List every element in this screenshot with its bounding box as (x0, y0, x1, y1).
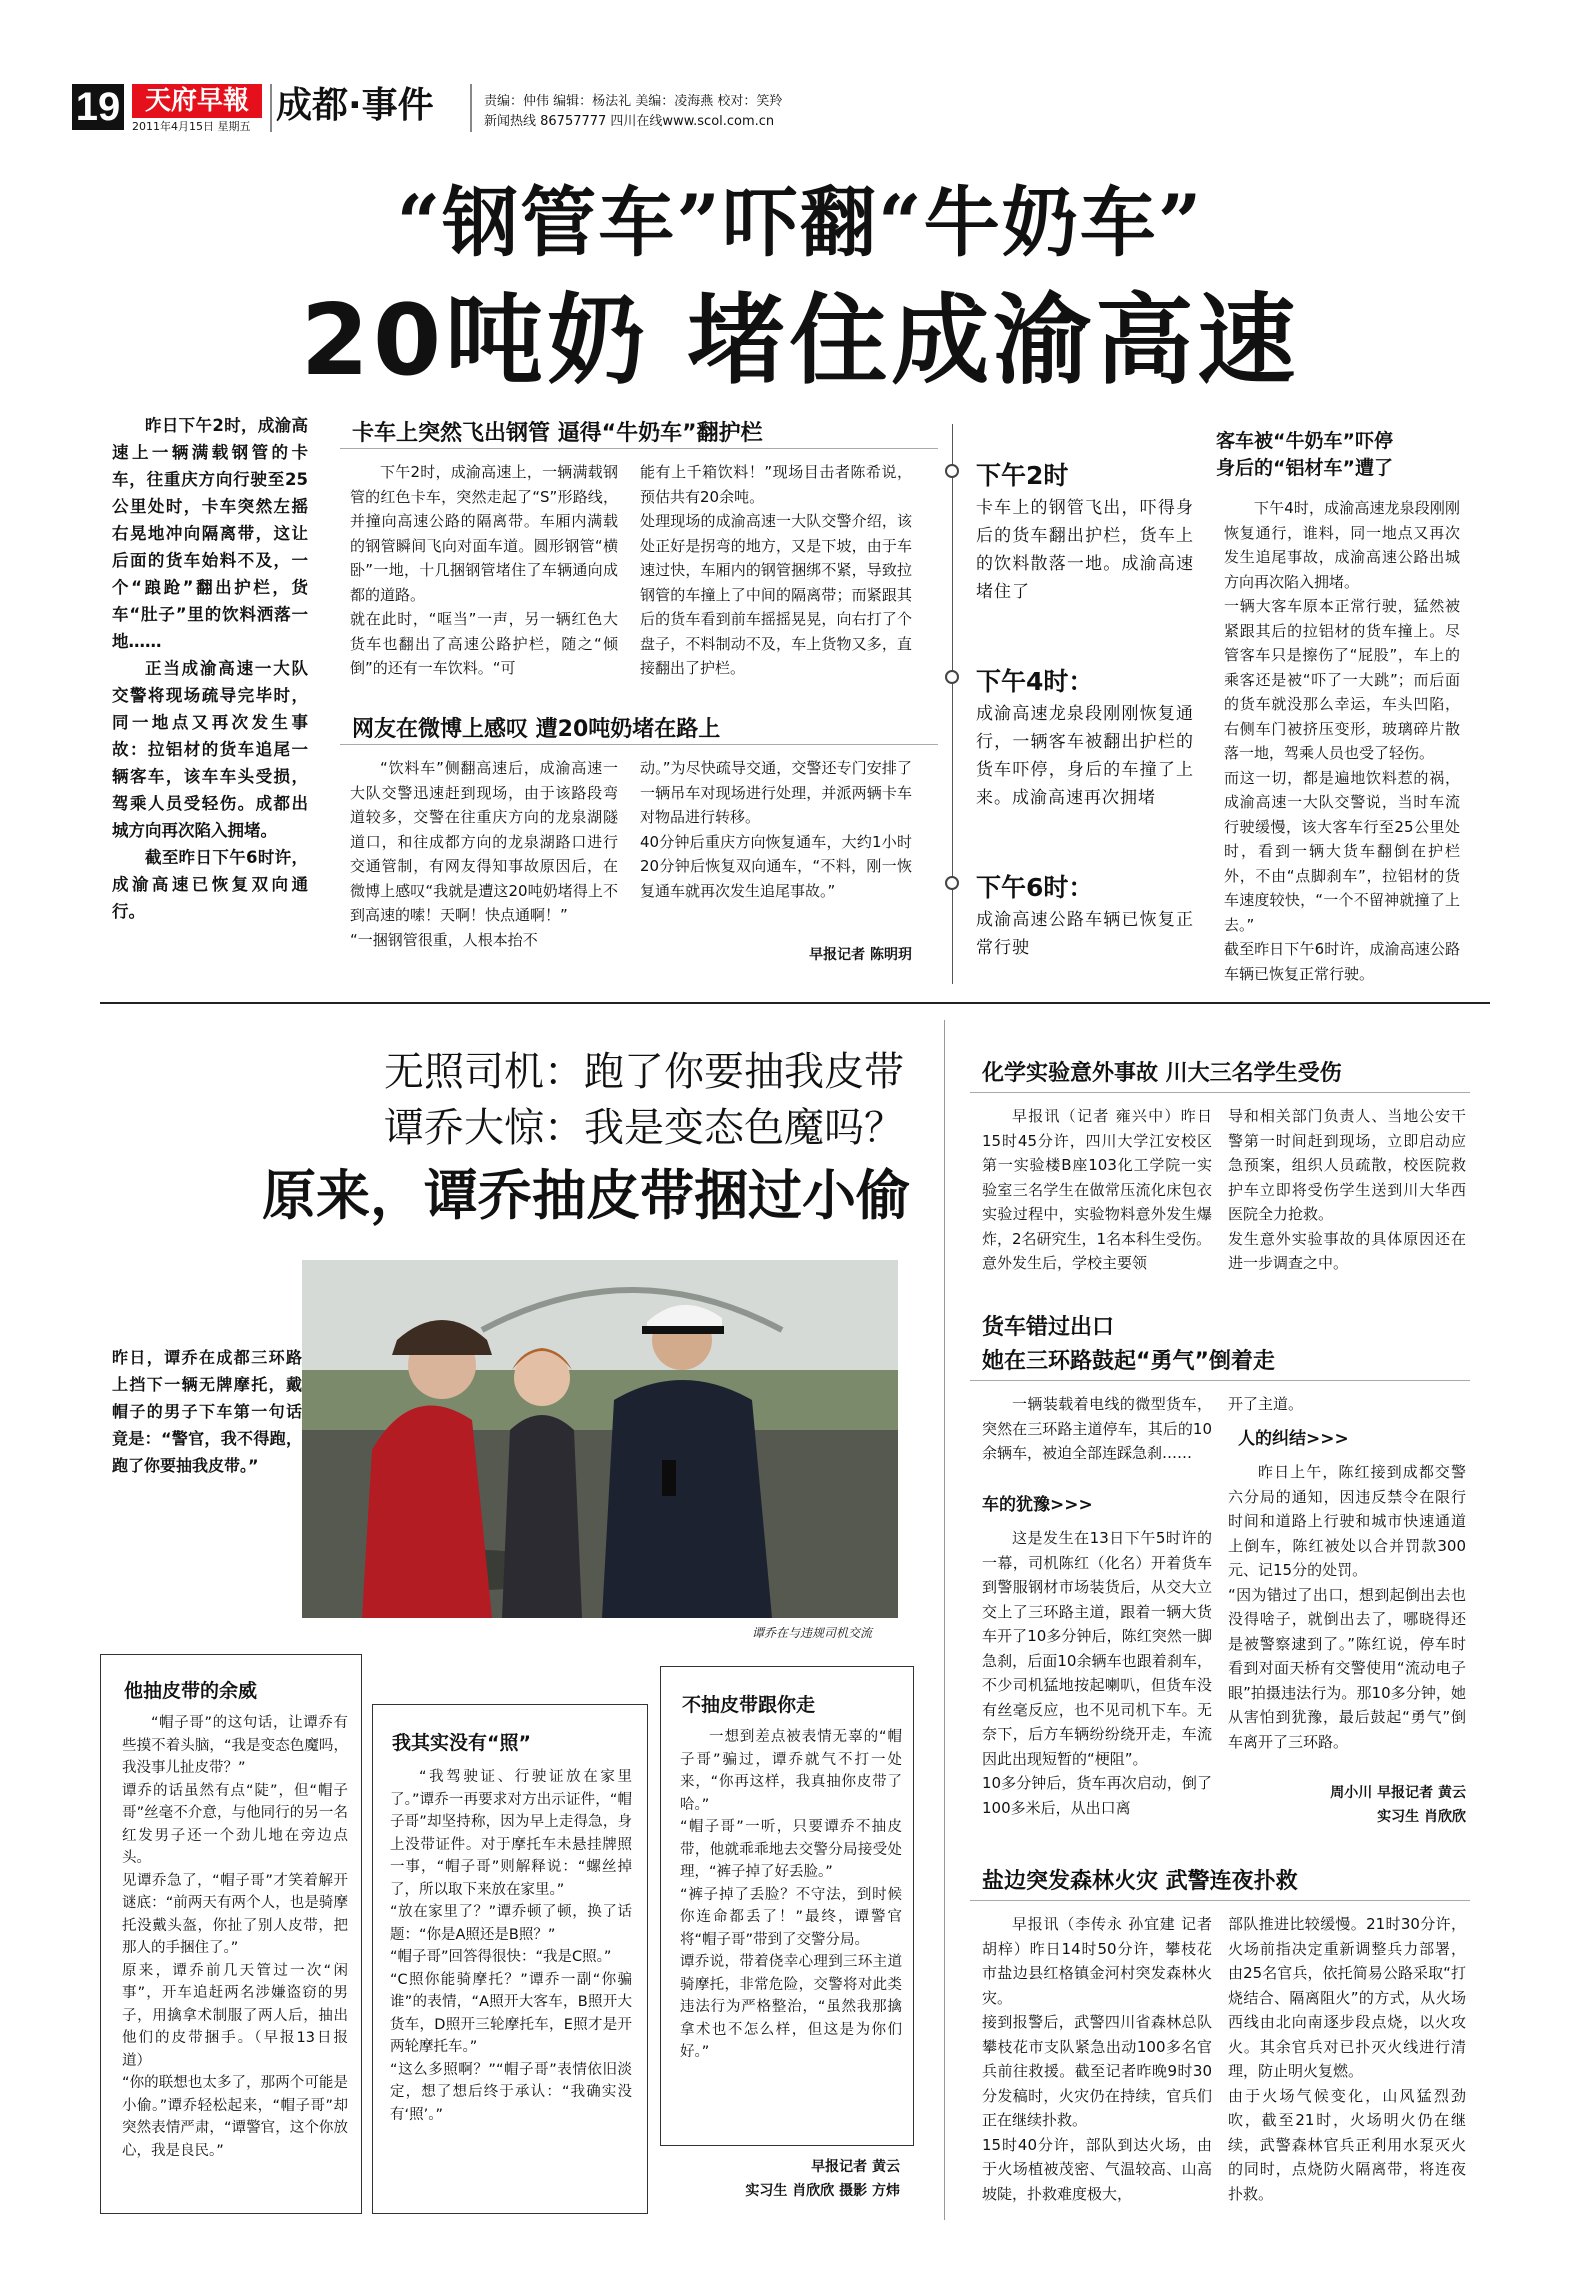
story5-headline: 盐边突发森林火灾 武警连夜扑救 (982, 1869, 1298, 1894)
box-text: 一想到差点被表情无辜的“帽子哥”骗过，谭乔就气不打一处来，“你再这样，我真抽你皮带了哈。” “帽子哥”一听，只要谭乔不抽皮带，他就乖乖地去交警分局接受处理，“裤子掉了好丢脸。” “裤子掉了丢脸？不守法，到时候你连命都丢了！”最终，谭警官将“帽子哥”带到了交警分局。 谭乔说，带着侥幸心理到三环主道骑摩托，非常危险，交警将对此类违法行为严格整治，“虽然我那擒拿术也不怎么样，但这是为你们好。” (680, 1729, 902, 2060)
issue-date: 2011年4月15日 星期五 (132, 120, 251, 133)
article-column: 下午4时，成渝高速龙泉段刚刚恢复通行，谁料，同一地点又再次发生追尾事故，成渝高速公路出城方向再次陷入拥堵。 一辆大客车原本正常行驶，猛然被紧跟其后的拉铝材的货车撞上。尽管客车只是擦伤了“屁股”，车上的乘客还是被“吓了一大跳”；而后面的货车就没那么幸运，车头凹陷，右侧车门被挤压变形，玻璃碎片散落一地，驾乘人员也受了轻伤。 而这一切，都是遍地饮料惹的祸，成渝高速一大队交警说，当时车流行驶缓慢，该大客车行至25公里处时，看到一辆大货车翻倒在护栏外，不由“点脚刹车”，拉铝材的货车速度较快，“一个不留神就撞了上去。” 截至昨日下午6时许，成渝高速公路车辆已恢复正常行驶。 (1224, 499, 1460, 983)
news-hotline: 新闻热线 86757777 四川在线www.scol.com.cn (484, 114, 775, 129)
story4-headline-line1: 货车错过出口 (982, 1315, 1115, 1340)
box-heading: 他抽皮带的余威 (124, 1680, 258, 1702)
article-paragraph: 昨日上午，陈红接到成都交警六分局的通知，因违反禁令在限行时间和道路上行驶和城市快速通道上倒车，陈红被处以合并罚款300元、记15分的处罚。 “因为错过了出口，想到起倒出去也没得啥子，就倒出去了，哪晓得还是被警察逮到了。”陈红说，停车时看到对面天桥有交警使用“流动电子眼”拍摄违法行为。那10多分钟，她从害怕到犹豫，最后鼓起“勇气”倒车离开了三环路。 (1228, 1463, 1466, 1751)
subhead-steel-pipes: 卡车上突然飞出钢管 逼得“牛奶车”翻护栏 (352, 421, 763, 446)
lead-paragraph: 昨日下午2时，成渝高速上一辆满载钢管的卡车，往重庆方向行驶至25公里处时，卡车突然左摇右晃地冲向隔离带，这让后面的货车始料不及，一个“踉跄”翻出护栏，货车“肚子”里的饮料洒落一地…… (112, 416, 308, 651)
top-headline-line1: “钢管车”吓翻“牛奶车” (396, 178, 1204, 267)
lead-paragraph: 正当成渝高速一大队交警将现场疏导完毕时，同一地点又再次发生事故：拉铝材的货车追尾一辆客车，该车车头受损，驾乘人员受轻伤。成都出城方向再次陷入拥堵。 (112, 659, 308, 840)
timeline-text: 成渝高速公路车辆已恢复正常行驶 (976, 910, 1194, 958)
byline: 周小川 早报记者 黄云 (1330, 1785, 1466, 1801)
timeline-dot (945, 670, 959, 684)
article-paragraph: 开了主道。 (1228, 1395, 1304, 1413)
story2-headline-line1: 无照司机：跑了你要抽我皮带 (384, 1049, 904, 1095)
divider (970, 1092, 1470, 1093)
byline: 实习生 肖欣欣 摄影 方炜 (745, 2183, 900, 2199)
masthead-divider (270, 84, 272, 132)
masthead-divider (470, 84, 472, 132)
article-column: 早报讯（记者 雍兴中）昨日15时45分许，四川大学江安校区第一实验楼B座103化工学院一实验室三名学生在做常压流化床包衣实验过程中，实验物料意外发生爆炸，2名研究生，1名本科生受伤。 意外发生后，学校主要领 (982, 1107, 1212, 1272)
divider (970, 1380, 1470, 1381)
news-photo (302, 1260, 898, 1618)
subhead-weibo: 网友在微博上感叹 遭20吨奶堵在路上 (352, 717, 721, 742)
article-column: “饮料车”侧翻高速后，成渝高速一大队交警迅速赶到现场，由于该路段弯道较多，交警在往重庆方向的龙泉湖隧道口，和往成都方向的龙泉湖路口进行交通管制，有网友得知事故原因后，在微博上感叹“我就是遭这20吨奶堵得上不到高速的嗦！天啊！快点通啊！” “一捆钢管很重，人根本抬不 (350, 759, 618, 949)
story3-headline: 化学实验意外事故 川大三名学生受伤 (982, 1061, 1342, 1086)
article-column: 下午2时，成渝高速上，一辆满载钢管的红色卡车，突然走起了“S”形路线，并撞向高速公路的隔离带。车厢内满载的钢管瞬间飞向对面车道。圆形钢管“横卧”一地，十几捆钢管堵住了车辆通向成都的道路。 就在此时，“哐当”一声，另一辆红色大货车也翻出了高速公路护栏，随之“倾倒”的还有一车饮料。“可 (350, 463, 618, 677)
byline: 实习生 肖欣欣 (1377, 1809, 1466, 1825)
section-title: 成都·事件 (276, 85, 434, 126)
article-column: 能有上千箱饮料！”现场目击者陈希说，预估共有20余吨。 处理现场的成渝高速一大队交警介绍，该处正好是拐弯的地方，又是下坡，由于车速过快，车厢内的钢管捆绑不紧，导致拉钢管的车撞上了中间的隔离带；而紧跟其后的货车看到前车摇摇晃晃，向右打了个盘子，不料制动不及，车上货物又多，直接翻出了护栏。 (640, 463, 912, 677)
article-paragraph: 这是发生在13日下午5时许的一幕，司机陈红（化名）开着货车到警服钢材市场装货后，从交大立交上了三环路主道，跟着一辆大货车开了10多分钟后，陈红突然一脚急刹，后面10余辆车也跟着刹车，不少司机猛地按起喇叭，但货车没有丝毫反应，也不见司机下车。无奈下，后方车辆纷纷绕开走，车流因此出现短暂的“梗阻”。 10多分钟后，货车再次启动，倒了100多米后，从出口离 (982, 1529, 1212, 1817)
lead-paragraph: 截至昨日下午6时许，成渝高速已恢复双向通行。 (112, 848, 308, 921)
byline: 早报记者 黄云 (811, 2159, 900, 2175)
newspaper-logo: 天府早報 (132, 84, 262, 118)
right-subhead: 客车被“牛奶车”吓停 身后的“铝材车”遭了 (1216, 430, 1393, 479)
divider (340, 448, 938, 449)
photo-illustration (302, 1260, 898, 1618)
story2-lead: 昨日，谭乔在成都三环路上挡下一辆无牌摩托，戴帽子的男子下车第一句话竟是：“警官，我不得跑，跑了你要抽我皮带。” (112, 1348, 302, 1475)
editor-credits (484, 92, 782, 132)
byline: 早报记者 陈明玥 (809, 947, 912, 963)
article-column: 导和相关部门负责人、当地公安干警第一时间赶到现场，立即启动应急预案，组织人员疏散，校医院救护车立即将受伤学生送到川大华西医院全力抢救。 发生意外实验事故的具体原因还在进一步调查之中。 (1228, 1107, 1466, 1272)
article-paragraph: 一辆装载着电线的微型货车，突然在三环路主道停车，其后的10余辆车，被迫全部连踩急刹…… (982, 1395, 1212, 1462)
column-divider (944, 1020, 945, 2220)
box-heading: 我其实没有“照” (392, 1732, 531, 1754)
timeline-time: 下午4时： (976, 667, 1094, 696)
box-text: “帽子哥”的这句话，让谭乔有些摸不着头脑，“我是变态色魔吗，我没事儿扯皮带？” 谭乔的话虽然有点“陡”，但“帽子哥”丝毫不介意，与他同行的另一名红发男子还一个劲儿地在旁边点头。 见谭乔急了，“帽子哥”才笑着解开谜底：“前两天有两个人，也是骑摩托没戴头盔，你扯了别人皮带，把那人的手捆住了。” 原来，谭乔前几天管过一次“闲事”，开车追赶两名涉嫌盗窃的男子，用擒拿术制服了两人后，抽出他们的皮带捆手。（早报13日报道） “你的联想也太多了，那两个可能是小偷。”谭乔轻松起来，“帽子哥”却突然表情严肃，“谭警官，这个你放心，我是良民。” (122, 1715, 348, 2159)
timeline-time: 下午2时 (976, 461, 1069, 490)
story2-headline-line2: 谭乔大惊：我是变态色魔吗？ (384, 1105, 904, 1151)
article-column: 动。”为尽快疏导交通，交警还专门安排了一辆吊车对现场进行处理，并派两辆卡车对物品进行转移。 40分钟后重庆方向恢复通车，大约1小时20分钟后恢复双向通车，“不料，刚一恢复通车就再次发生追尾事故。” (640, 759, 912, 900)
divider (340, 744, 938, 745)
timeline-axis (952, 424, 953, 984)
box-heading: 不抽皮带跟你走 (682, 1694, 816, 1716)
editor-names: 责编：仲伟 编辑：杨法礼 美编：凌海燕 校对：笑羚 (484, 94, 783, 109)
story4-headline-line2: 她在三环路鼓起“勇气”倒着走 (982, 1349, 1275, 1374)
photo-caption: 谭乔在与违规司机交流 (752, 1626, 873, 1640)
timeline-dot (945, 876, 959, 890)
article-column: 早报讯（李传永 孙宜建 记者 胡梓）昨日14时50分许，攀枝花市盐边县红格镇金河村突发森林火灾。 接到报警后，武警四川省森林总队攀枝花市支队紧急出动100多名官兵前往救援。截至记者昨晚9时30分发稿时，火灾仍在持续，官兵们正在继续扑救。 15时40分许，部队到达火场，由于火场植被茂密、气温较高、山高坡陡，扑救难度极大， (982, 1915, 1212, 2203)
section-divider (100, 1002, 1490, 1004)
story4-subhead: 车的犹豫>>> (982, 1495, 1093, 1515)
article-column: 部队推进比较缓慢。21时30分许，火场前指决定重新调整兵力部署，由25名官兵，依托简易公路采取“打烧结合、隔离阻火”的方式，从火场西线由北向南逐步段点烧，以火攻火。其余官兵对已扑灭火线进行清理，防止明火复燃。 由于火场气候变化，山风猛烈劲吹，截至21时，火场明火仍在继续，武警森林官兵正利用水泵灭火的同时，点烧防火隔离带，将连夜扑救。 (1228, 1915, 1466, 2203)
timeline-time: 下午6时： (976, 873, 1094, 902)
timeline-text: 卡车上的钢管飞出，吓得身后的货车翻出护栏，货车上的饮料散落一地。成渝高速堵住了 (976, 498, 1194, 602)
story4-subhead: 人的纠结>>> (1238, 1429, 1349, 1449)
story2-headline-main: 原来，谭乔抽皮带捆过小偷 (262, 1164, 910, 1227)
divider (970, 1900, 1470, 1901)
top-story-lead (112, 412, 308, 925)
timeline-text: 成渝高速龙泉段刚刚恢复通行，一辆客车被翻出护栏的货车吓停，身后的车撞了上来。成渝高速再次拥堵 (976, 704, 1194, 808)
timeline-dot (945, 464, 959, 478)
top-headline-line2: 20吨奶 堵住成渝高速 (300, 284, 1300, 398)
box-text: “我驾驶证、行驶证放在家里了。”谭乔一再要求对方出示证件，“帽子哥”却坚持称，因为早上走得急，身上没带证件。对于摩托车未悬挂牌照一事，“帽子哥”则解释说：“螺丝掉了，所以取下来放在家里。” “放在家里了？”谭乔顿了顿，换了话题：“你是A照还是B照？” “帽子哥”回答得很快：“我是C照。” “C照你能骑摩托？”谭乔一副“你骗谁”的表情，“A照开大客车，B照开大货车，D照开三轮摩托车，E照才是开两轮摩托车。” “这么多照啊？”“帽子哥”表情依旧淡定，想了想后终于承认：“我确实没有‘照’。” (390, 1769, 632, 2123)
page-number: 19 (72, 84, 124, 130)
